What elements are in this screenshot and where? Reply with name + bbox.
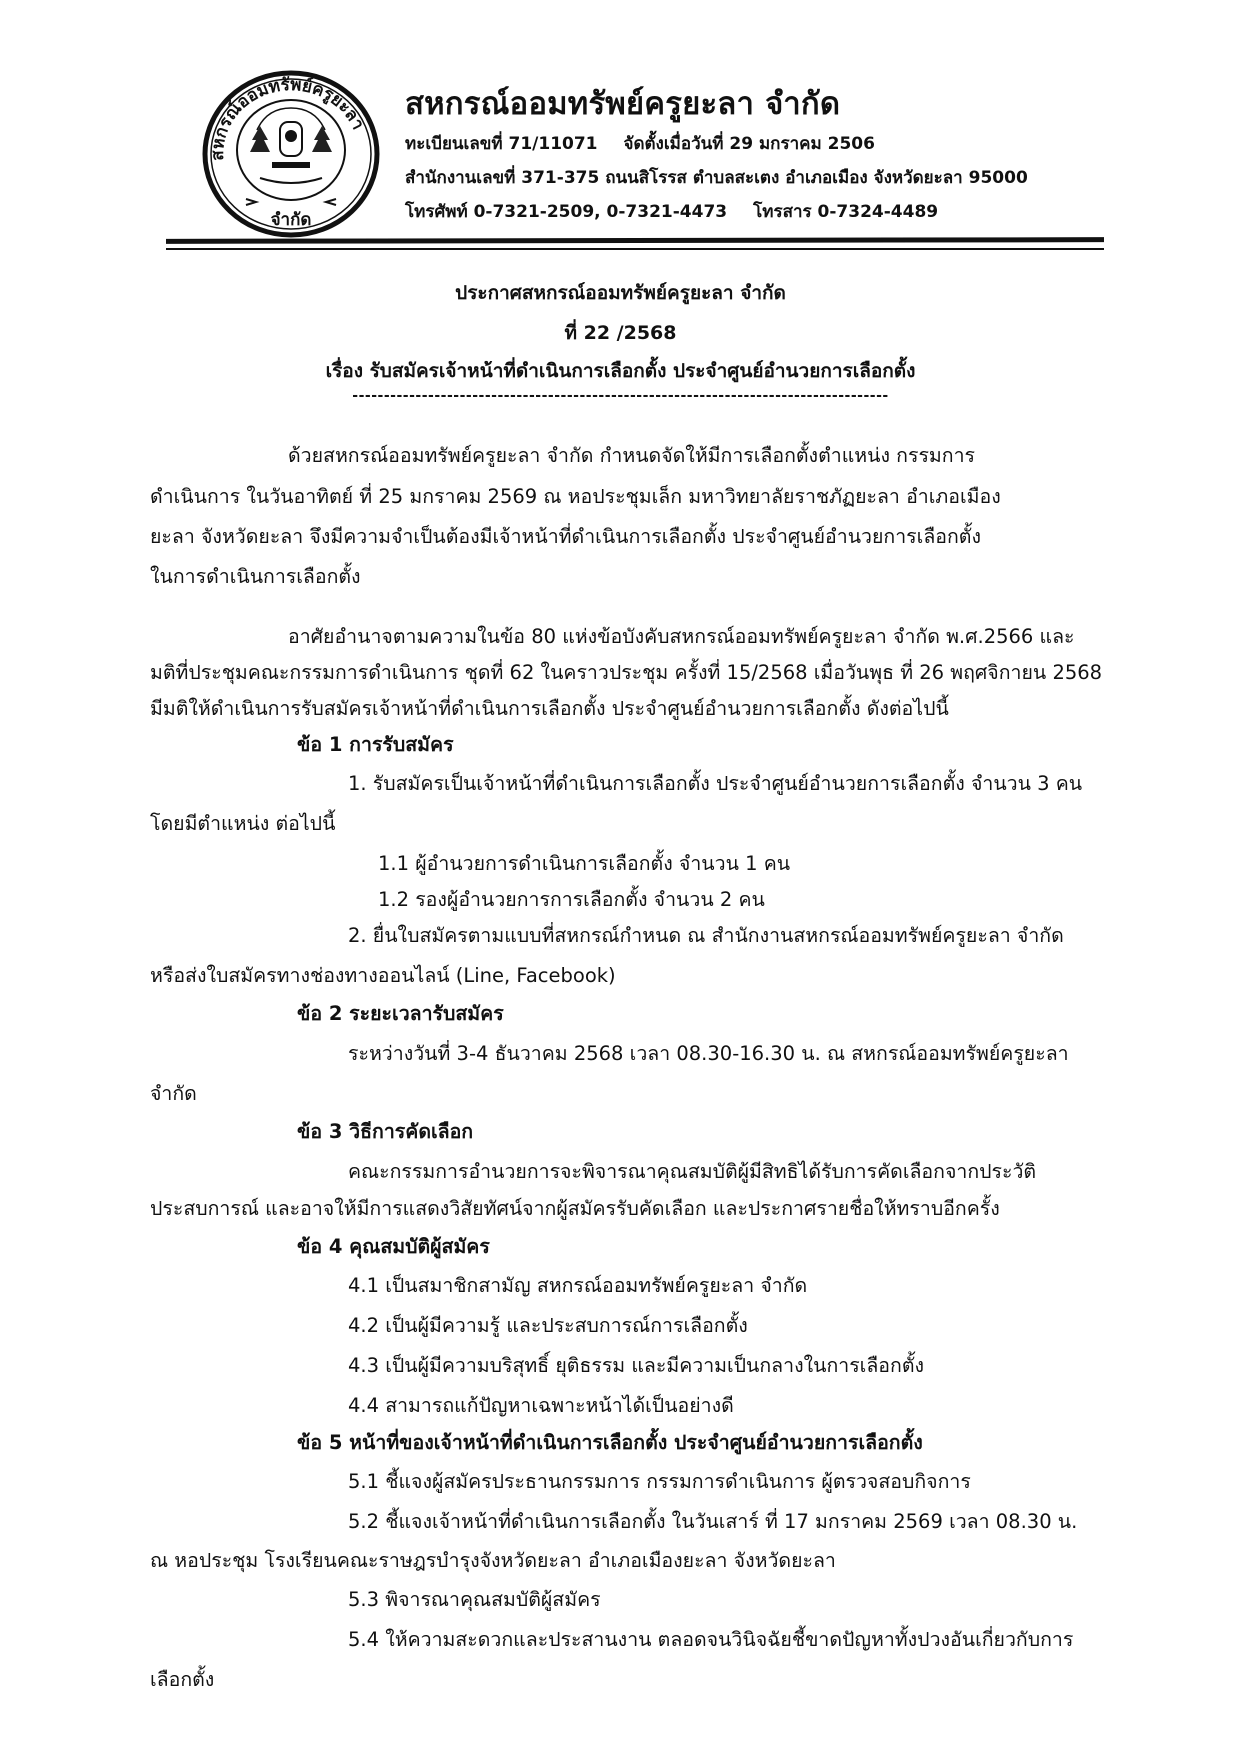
section-2-line: จำกัด — [150, 1082, 197, 1105]
intro-line-2: ดำเนินการ ในวันอาทิตย์ ที่ 25 มกราคม 2569 ณ หอประชุมเล็ก มหาวิทยาลัยราชภัฏยะลา อำเภอเมือง — [150, 485, 1001, 508]
section-4-line: 4.3 เป็นผู้มีความบริสุทธิ์ ยุติธรรม และมีความเป็นกลางในการเลือกตั้ง — [348, 1354, 925, 1377]
svg-text:จำกัด: จำกัด — [270, 210, 312, 230]
section-1-line: หรือส่งใบสมัครทางช่องทางออนไลน์ (Line, Facebook) — [150, 964, 616, 987]
cooperative-seal-logo — [202, 70, 380, 238]
section-1-line: 2. ยื่นใบสมัครตามแบบที่สหกรณ์กำหนด ณ สำนักงานสหกรณ์ออมทรัพย์ครูยะลา จำกัด — [348, 924, 1064, 947]
authority-line-3: มีมติให้ดำเนินการรับสมัครเจ้าหน้าที่ดำเนินการเลือกตั้ง ประจำศูนย์อำนวยการเลือกตั้ง ดังต่อไปนี้ — [150, 697, 949, 720]
established-date: จัดตั้งเมื่อวันที่ 29 มกราคม 2506 — [623, 134, 875, 154]
section-1-heading: ข้อ 1 การรับสมัคร — [297, 733, 454, 756]
intro-line-1: ด้วยสหกรณ์ออมทรัพย์ครูยะลา จำกัด กำหนดจัดให้มีการเลือกตั้งตำแหน่ง กรรมการ — [288, 444, 976, 467]
section-5-line: 5.4 ให้ความสะดวกและประสานงาน ตลอดจนวินิจฉัยชี้ขาดปัญหาทั้งปวงอันเกี่ยวกับการ — [348, 1628, 1074, 1651]
fax-number: โทรสาร 0-7324-4489 — [753, 202, 939, 222]
letterhead-divider-thick — [166, 237, 1104, 244]
section-4-line: 4.1 เป็นสมาชิกสามัญ สหกรณ์ออมทรัพย์ครูยะลา จำกัด — [348, 1274, 808, 1297]
section-3-heading: ข้อ 3 วิธีการคัดเลือก — [297, 1120, 474, 1143]
intro-line-3: ยะลา จังหวัดยะลา จึงมีความจำเป็นต้องมีเจ้าหน้าที่ดำเนินการเลือกตั้ง ประจำศูนย์อำนวยการเลือกตั้ง — [150, 525, 981, 548]
section-5-line: เลือกตั้ง — [150, 1668, 215, 1691]
section-3-line: ประสบการณ์ และอาจให้มีการแสดงวิสัยทัศน์จากผู้สมัครรับคัดเลือก และประกาศรายชื่อให้ทราบอีกครั้ง — [150, 1197, 1000, 1220]
contact-info — [405, 198, 938, 225]
letterhead-divider-thin — [166, 248, 1104, 250]
section-1-line: 1.1 ผู้อำนวยการดำเนินการเลือกตั้ง จำนวน 1 คน — [378, 852, 791, 875]
section-1-line: 1.2 รองผู้อำนวยการการเลือกตั้ง จำนวน 2 คน — [378, 888, 765, 911]
announcement-number: ที่ 22 /2568 — [564, 322, 677, 344]
section-5-line: 5.3 พิจารณาคุณสมบัติผู้สมัคร — [348, 1588, 601, 1611]
announcement-title: ประกาศสหกรณ์ออมทรัพย์ครูยะลา จำกัด — [455, 282, 786, 304]
registration-number: ทะเบียนเลขที่ 71/11071 — [405, 134, 598, 154]
section-4-line: 4.2 เป็นผู้มีความรู้ และประสบการณ์การเลือกตั้ง — [348, 1314, 748, 1337]
section-1-line: โดยมีตำแหน่ง ต่อไปนี้ — [150, 812, 336, 835]
section-2-heading: ข้อ 2 ระยะเวลารับสมัคร — [297, 1002, 504, 1025]
svg-text:สหกรณ์ออมทรัพย์ครูยะลา: สหกรณ์ออมทรัพย์ครูยะลา — [207, 74, 368, 161]
office-address: สำนักงานเลขที่ 371-375 ถนนสิโรรส ตำบลสะเตง อำเภอเมือง จังหวัดยะลา 95000 — [405, 168, 1028, 188]
section-2-line: ระหว่างวันที่ 3-4 ธันวาคม 2568 เวลา 08.30-16.30 น. ณ สหกรณ์ออมทรัพย์ครูยะลา — [348, 1042, 1069, 1065]
authority-line-1: อาศัยอำนาจตามความในข้อ 80 แห่งข้อบังคับสหกรณ์ออมทรัพย์ครูยะลา จำกัด พ.ศ.2566 และ — [288, 625, 1075, 648]
section-5-line: 5.2 ชี้แจงเจ้าหน้าที่ดำเนินการเลือกตั้ง ในวันเสาร์ ที่ 17 มกราคม 2569 เวลา 08.30 น. — [348, 1510, 1078, 1533]
intro-line-4: ในการดำเนินการเลือกตั้ง — [150, 565, 361, 588]
title-separator: ------------------------------------------------------------------------------------- — [352, 388, 889, 404]
announcement-subject: เรื่อง รับสมัครเจ้าหน้าที่ดำเนินการเลือกตั้ง ประจำศูนย์อำนวยการเลือกตั้ง — [325, 360, 916, 382]
phone-numbers: โทรศัพท์ 0-7321-2509, 0-7321-4473 — [405, 202, 728, 222]
registration-info — [405, 130, 875, 157]
section-5-line: ณ หอประชุม โรงเรียนคณะราษฎรบำรุงจังหวัดยะลา อำเภอเมืองยะลา จังหวัดยะลา — [150, 1549, 836, 1572]
section-5-heading: ข้อ 5 หน้าที่ของเจ้าหน้าที่ดำเนินการเลือกตั้ง ประจำศูนย์อำนวยการเลือกตั้ง — [297, 1431, 923, 1454]
section-3-line: คณะกรรมการอำนวยการจะพิจารณาคุณสมบัติผู้มีสิทธิได้รับการคัดเลือกจากประวัติ — [348, 1160, 1037, 1183]
section-4-line: 4.4 สามารถแก้ปัญหาเฉพาะหน้าได้เป็นอย่างดี — [348, 1394, 734, 1417]
section-4-heading: ข้อ 4 คุณสมบัติผู้สมัคร — [297, 1235, 490, 1258]
organization-name: สหกรณ์ออมทรัพย์ครูยะลา จำกัด — [405, 86, 841, 122]
section-1-line: 1. รับสมัครเป็นเจ้าหน้าที่ดำเนินการเลือกตั้ง ประจำศูนย์อำนวยการเลือกตั้ง จำนวน 3 คน — [348, 772, 1083, 795]
section-5-line: 5.1 ชี้แจงผู้สมัครประธานกรรมการ กรรมการดำเนินการ ผู้ตรวจสอบกิจการ — [348, 1470, 971, 1493]
authority-line-2: มติที่ประชุมคณะกรรมการดำเนินการ ชุดที่ 62 ในคราวประชุม ครั้งที่ 15/2568 เมื่อวันพุธ ที่ 26 พฤศจิกายน 2568 — [150, 661, 1103, 684]
